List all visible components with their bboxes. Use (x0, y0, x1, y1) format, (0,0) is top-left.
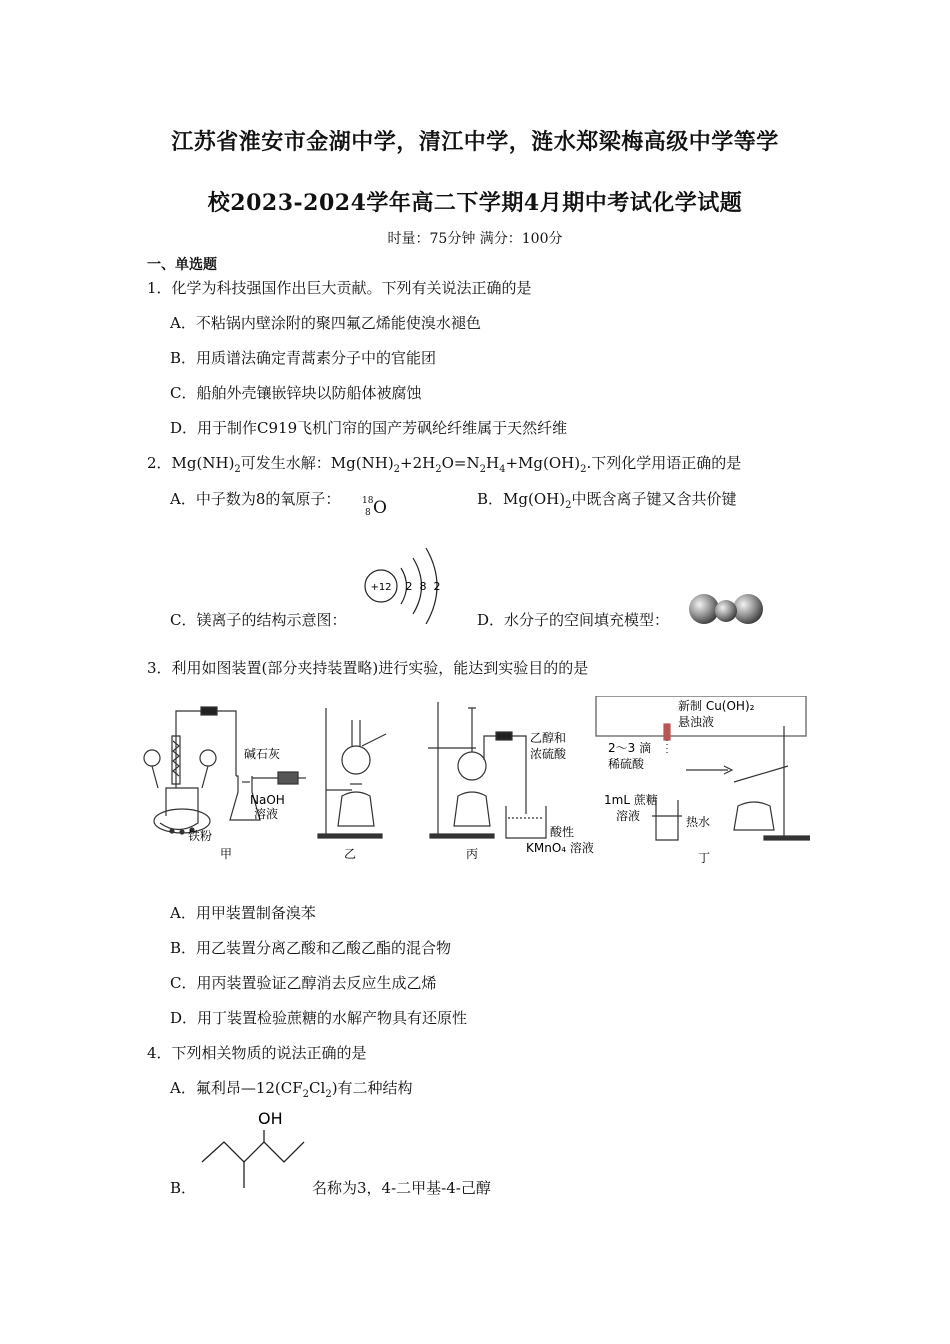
nucleus-charge: +12 (370, 582, 392, 593)
q1-stem: 1．化学为科技强国作出巨大贡献。下列有关说法正确的是 (147, 279, 532, 297)
q2-option-d: D．水分子的空间填充模型： (477, 611, 670, 629)
label-naoh: NaOH (250, 793, 285, 807)
q3-apparatus-figure (138, 696, 810, 874)
water-space-filling-model (684, 590, 768, 630)
q2-option-c: C．镁离子的结构示意图： (170, 611, 347, 629)
alcohol-skeletal-formula (196, 1104, 312, 1190)
label-conc-sulfuric-acid: 浓硫酸 (530, 747, 567, 761)
q3-stem: 3．利用如图装置(部分夹持装置略)进行实验，能达到实验目的的是 (147, 659, 589, 677)
q1-option-a: A．不粘锅内壁涂附的聚四氟乙烯能使溴水褪色 (170, 314, 481, 332)
section-heading: 一、单选题 (147, 257, 217, 273)
title-line-1: 江苏省淮安市金湖中学，清江中学，涟水郑梁梅高级中学等学 (171, 129, 779, 155)
label-fresh-cuoh2: 新制 Cu(OH)₂ (678, 699, 755, 713)
apparatus-bing (428, 702, 546, 838)
label-bing: 丙 (465, 847, 479, 861)
q4-option-a: A．氟利昂$—12(CF_2Cl_2)$有二种结构 (170, 1079, 413, 1100)
q3-option-d: D．用丁装置检验蔗糖的水解产物具有还原性 (170, 1009, 468, 1027)
hydroxyl-label: OH (258, 1109, 283, 1128)
apparatus-yi (318, 708, 386, 838)
title-line-2: 校2023-2024学年高二下学期4月期中考试化学试题 (207, 190, 743, 216)
q3-option-b: B．用乙装置分离乙酸和乙酸乙酯的混合物 (170, 939, 452, 957)
label-kmno4-solution: KMnO₄ 溶液 (526, 841, 594, 855)
hydrogen-atom-left (689, 594, 719, 624)
label-ding: 丁 (697, 851, 711, 865)
q3-option-c: C．用丙装置验证乙醇消去反应生成乙烯 (170, 974, 437, 992)
label-dilute-sulfuric-acid: 稀硫酸 (608, 757, 645, 771)
label-hot-water: 热水 (686, 815, 711, 829)
label-sucrose: 1mL 蔗糖 (604, 793, 658, 807)
q4-stem: 4．下列相关物质的说法正确的是 (147, 1044, 367, 1062)
magnesium-ion-diagram (360, 542, 445, 624)
label-drops: 2～3 滴 (608, 741, 652, 755)
label-sucrose-solution: 溶液 (616, 809, 641, 823)
q4-option-b-text: 名称为3，4-二甲基-4-己醇 (312, 1179, 491, 1197)
label-jia: 甲 (219, 847, 233, 861)
electron-count-1: 2 (405, 580, 413, 593)
electron-count-2: 8 (419, 580, 427, 593)
exam-info: 时量：75分钟 满分：100分 (387, 231, 563, 247)
label-naoh-solution: 溶液 (254, 807, 279, 821)
q3-option-a: A．用甲装置制备溴苯 (170, 904, 316, 922)
q4-option-b-label: B． (170, 1179, 197, 1197)
q1-option-d: D．用于制作C919飞机门帘的国产芳砜纶纤维属于天然纤维 (170, 419, 568, 437)
electron-count-3: 2 (433, 580, 441, 593)
label-ethanol: 乙醇和 (530, 731, 567, 745)
q1-option-b: B．用质谱法确定青蒿素分子中的官能团 (170, 349, 437, 367)
q2-option-b: B．$Mg(OH)_2$中既含离子键又含共价键 (477, 490, 737, 511)
q1-option-c: C．船舶外壳镶嵌锌块以防船体被腐蚀 (170, 384, 422, 402)
label-soda-lime: 碱石灰 (244, 747, 281, 761)
label-acidic: 酸性 (550, 825, 575, 839)
q2-option-a: A．中子数为8的氧原子： (170, 490, 341, 508)
q2-stem: 2．$Mg(NH)_2$可发生水解：$Mg(NH)_2+2H_2O=N_2H_4+Mg(OH)_2$.下列化学用语正确的是 (147, 454, 742, 475)
oxygen-atom (715, 600, 737, 622)
oxygen-isotope-symbol: 18 8 O (362, 496, 387, 518)
label-suspension: 悬浊液 (678, 715, 715, 729)
hydrogen-atom-right (733, 594, 763, 624)
label-yi: 乙 (343, 847, 357, 861)
label-iron-powder: 铁粉 (188, 829, 213, 843)
apparatus-jia (144, 707, 306, 834)
